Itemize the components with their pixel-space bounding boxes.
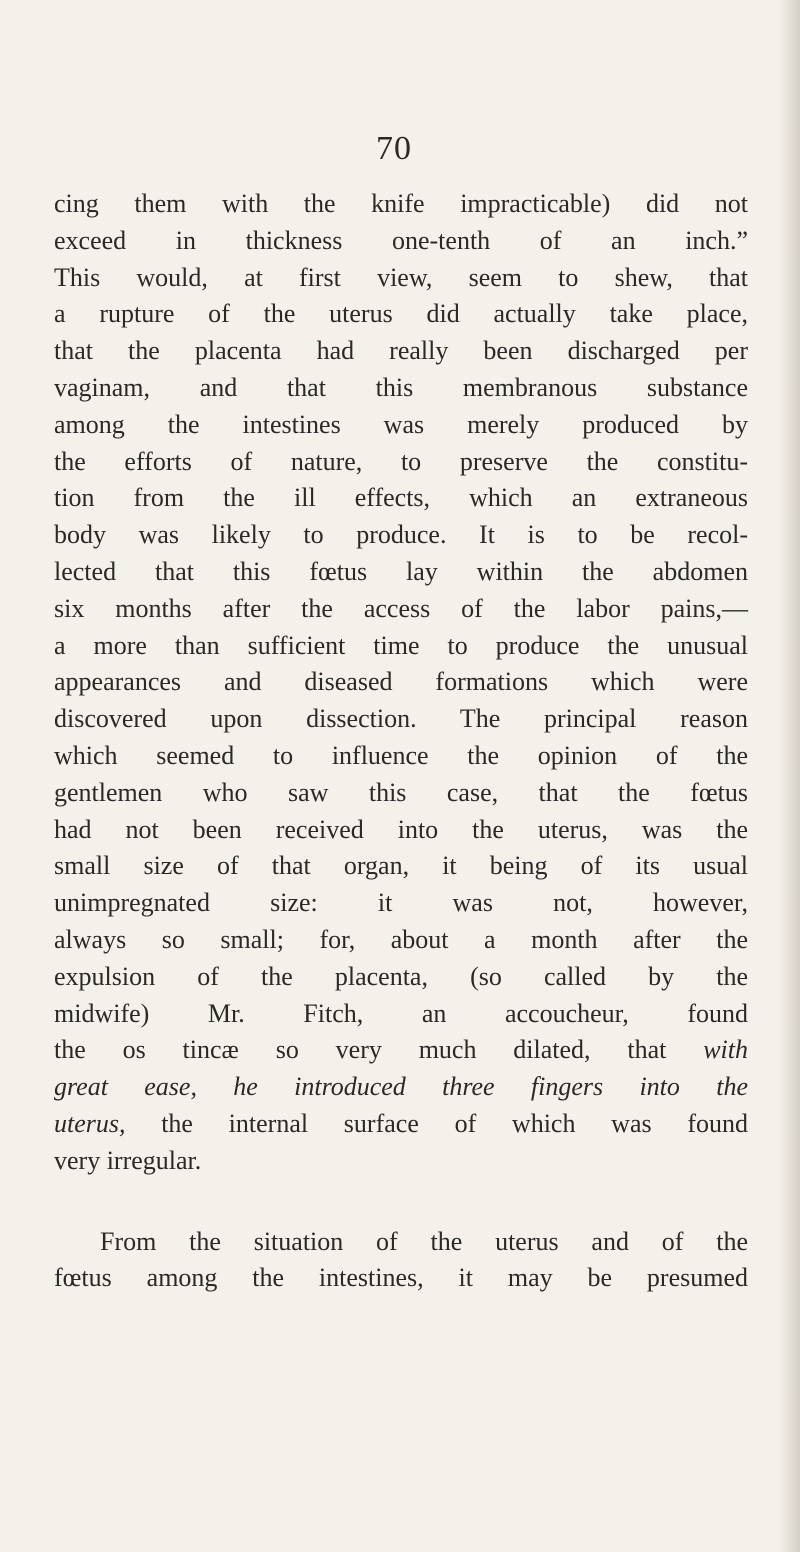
- paragraph-gap: [54, 1180, 748, 1224]
- text-run: the os tincæ so very much dilated, that: [54, 1035, 704, 1065]
- text-line: always so small; for, about a month after the: [54, 924, 748, 954]
- text-line: which seemed to influence the opinion of the: [54, 740, 748, 770]
- text-line: exceed in thickness one-tenth of an inch.”: [54, 225, 748, 255]
- text-line: unimpregnated size: it was not, however,: [54, 888, 748, 918]
- page-number: 70: [376, 130, 412, 167]
- text-line: very irregular.: [54, 1145, 202, 1175]
- text-line: From the situation of the uterus and of the: [100, 1226, 748, 1256]
- text-line: This would, at first view, seem to shew, that: [54, 262, 748, 292]
- text-line: small size of that organ, it being of its usual: [54, 851, 748, 881]
- text-line: fœtus among the intestines, it may be presumed: [54, 1263, 748, 1293]
- text-line: discovered upon dissection. The principal reason: [54, 704, 748, 734]
- italic-line: great ease, he introduced three fingers into the: [54, 1072, 748, 1102]
- text-line: gentlemen who saw this case, that the fœtus: [54, 777, 748, 807]
- text-line: among the intestines was merely produced by: [54, 409, 748, 439]
- italic-text: with: [703, 1035, 748, 1065]
- text-line: lected that this fœtus lay within the abdomen: [54, 556, 748, 586]
- text-line: appearances and diseased formations which were: [54, 667, 748, 697]
- text-line: had not been received into the uterus, was the: [54, 814, 748, 844]
- page-edge-shadow: [778, 0, 800, 1552]
- text-line: expulsion of the placenta, (so called by the: [54, 961, 748, 991]
- text-line: six months after the access of the labor pains,—: [54, 593, 748, 623]
- text-line: a more than sufficient time to produce the unusual: [54, 630, 748, 660]
- text-line: the efforts of nature, to preserve the constitu-: [54, 446, 748, 476]
- text-line: [54, 1032, 748, 1069]
- body-text: [54, 186, 748, 1297]
- text-line: that the placenta had really been discharged per: [54, 336, 748, 366]
- text-line: [54, 1106, 748, 1143]
- text-line: a rupture of the uterus did actually take place,: [54, 299, 748, 329]
- text-line: midwife) Mr. Fitch, an accoucheur, found: [54, 998, 748, 1028]
- text-line: tion from the ill effects, which an extraneous: [54, 483, 748, 513]
- italic-text: uterus,: [54, 1108, 126, 1138]
- text-line: cing them with the knife impracticable) did not: [54, 189, 748, 218]
- text-line: vaginam, and that this membranous substance: [54, 372, 748, 402]
- text-line: body was likely to produce. It is to be recol-: [54, 520, 748, 550]
- text-run: the internal surface of which was found: [125, 1108, 748, 1138]
